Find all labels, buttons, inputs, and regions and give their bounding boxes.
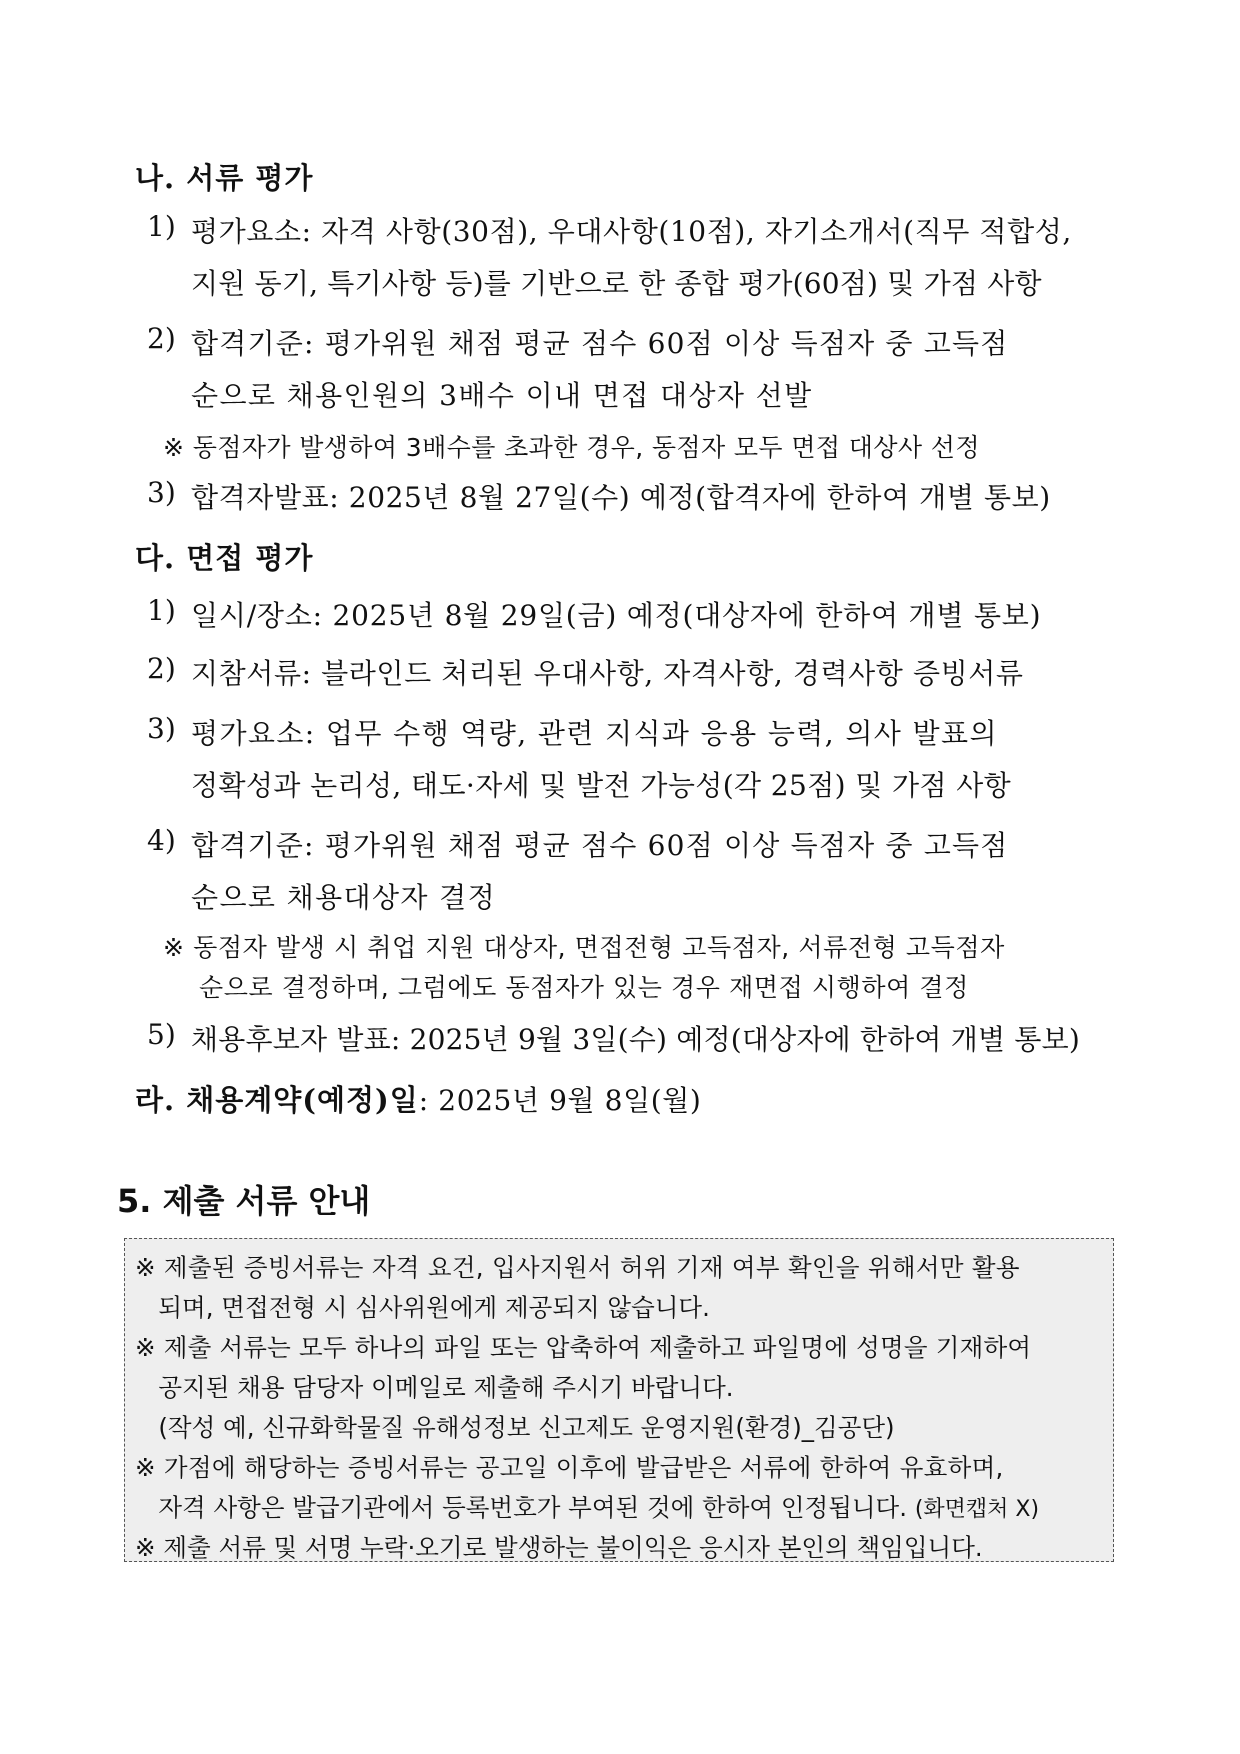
section-c-title: 다. 면접 평가 (135, 541, 314, 575)
notice-line-with-note (135, 1489, 1039, 1524)
item-number: 4) (147, 824, 176, 857)
contract-date-value: : 2025년 9월 8일(월) (418, 1084, 702, 1117)
notice-line: ※ 가점에 해당하는 증빙서류는 공고일 이후에 발급받은 서류에 한하여 유효하며, (135, 1453, 1004, 1482)
eval-criteria-line-2: 지원 동기, 특기사항 등)를 기반으로 한 종합 평가(60점) 및 가점 사항 (191, 267, 1042, 300)
section-5-title: 5. 제출 서류 안내 (117, 1182, 371, 1220)
item-number: 3) (147, 476, 176, 509)
item-number: 2) (147, 322, 176, 355)
required-documents: 지참서류: 블라인드 처리된 우대사항, 자격사항, 경력사항 증빙서류 (191, 657, 1024, 690)
pass-criteria-line-1: 합격기준: 평가위원 채점 평균 점수 60점 이상 득점자 중 고득점 (191, 327, 1009, 360)
contract-date-label: 라. 채용계약(예정)일 (135, 1083, 419, 1117)
section-b-title: 나. 서류 평가 (135, 161, 314, 195)
pass-criteria-line-2: 순으로 채용인원의 3배수 이내 면접 대상자 선발 (191, 379, 813, 412)
item-number: 1) (147, 594, 176, 627)
screenshot-not-allowed-note: (화면캡처 X) (914, 1497, 1040, 1522)
item-number: 5) (147, 1018, 176, 1051)
item-number: 3) (147, 712, 176, 745)
candidate-announce: 채용후보자 발표: 2025년 9월 3일(수) 예정(대상자에 한하여 개별 통보) (191, 1023, 1080, 1056)
notice-line: (작성 예, 신규화학물질 유해성정보 신고제도 운영지원(환경)_김공단) (135, 1413, 895, 1442)
interview-tie-note-line-1: ※ 동점자 발생 시 취업 지원 대상자, 면접전형 고득점자, 서류전형 고득점자 (163, 933, 1005, 962)
eval-criteria-line-1: 평가요소: 자격 사항(30점), 우대사항(10점), 자기소개서(직무 적합성, (191, 215, 1072, 248)
interview-criteria-line-1: 평가요소: 업무 수행 역량, 관련 지식과 응용 능력, 의사 발표의 (191, 717, 998, 750)
submission-notice-box (124, 1238, 1114, 1562)
notice-line: ※ 제출 서류 및 서명 누락·오기로 발생하는 불이익은 응시자 본인의 책임입니다. (135, 1533, 983, 1562)
notice-line: ※ 제출된 증빙서류는 자격 요건, 입사지원서 허위 기재 여부 확인을 위해서만 활용 (135, 1253, 1020, 1282)
tie-note: ※ 동점자가 발생하여 3배수를 초과한 경우, 동점자 모두 면접 대상사 선정 (163, 433, 980, 462)
notice-line: 되며, 면접전형 시 심사위원에게 제공되지 않습니다. (135, 1293, 710, 1322)
notice-line: ※ 제출 서류는 모두 하나의 파일 또는 압축하여 제출하고 파일명에 성명을 기재하여 (135, 1333, 1032, 1362)
interview-tie-note-line-2: 순으로 결정하며, 그럼에도 동점자가 있는 경우 재면접 시행하여 결정 (199, 973, 969, 1002)
announce-line: 합격자발표: 2025년 8월 27일(수) 예정(합격자에 한하여 개별 통보) (191, 481, 1051, 514)
contract-date (135, 1078, 701, 1119)
item-number: 2) (147, 652, 176, 685)
interview-criteria-line-2: 정확성과 논리성, 태도·자세 및 발전 가능성(각 25점) 및 가점 사항 (191, 769, 1012, 802)
interview-pass-line-2: 순으로 채용대상자 결정 (191, 881, 497, 914)
notice-line: 공지된 채용 담당자 이메일로 제출해 주시기 바랍니다. (135, 1373, 734, 1402)
notice-line: 자격 사항은 발급기관에서 등록번호가 부여된 것에 한하여 인정됩니다. (135, 1493, 908, 1522)
item-number: 1) (147, 210, 176, 243)
interview-schedule: 일시/장소: 2025년 8월 29일(금) 예정(대상자에 한하여 개별 통보) (191, 599, 1042, 632)
interview-pass-line-1: 합격기준: 평가위원 채점 평균 점수 60점 이상 득점자 중 고득점 (191, 829, 1009, 862)
